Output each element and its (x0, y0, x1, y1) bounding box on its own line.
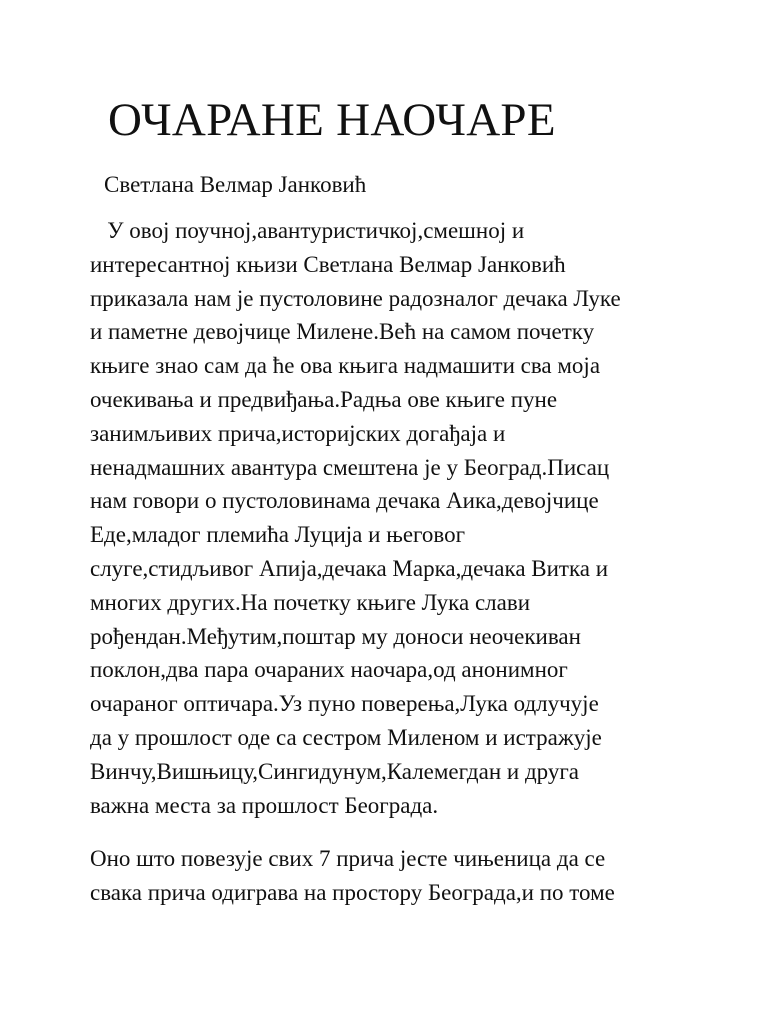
text-line: нам говори о пустоловинама дечака Аика,девојчице (90, 488, 599, 514)
text-line: многих других.На почетку књиге Лука слави (90, 589, 531, 615)
paragraph-2 (90, 842, 615, 910)
text-line: Винчу,Вишњицу,Сингидунум,Калемегдан и друга (90, 758, 579, 784)
text-line: приказала нам је пустоловине радозналог дечака Луке (90, 285, 621, 311)
text-line: ненадмашних авантура смештена је у Београд.Писац (90, 454, 610, 480)
text-line: и паметне девојчице Милене.Већ на самом почетку (90, 319, 595, 345)
text-line: У овој поучној,авантуристичкој,смешној и (90, 218, 525, 243)
text-line: интересантној књизи Светлана Велмар Јанковић (90, 251, 566, 277)
text-line: Оно што повезује свих 7 прича јесте чињеница да се (90, 846, 606, 871)
text-line: важна места за прошлост Београда. (90, 792, 439, 818)
text-line: да у прошлост оде са сестром Миленом и истражује (90, 724, 602, 750)
text-line: поклон,два пара очараних наочара,од анонимног (90, 657, 568, 683)
text-line: свака прича одиграва на простору Београда,и по томе (90, 879, 615, 905)
text-line: очараног оптичара.Уз пуно поверења,Лука одлучује (90, 691, 599, 717)
text-line: књиге знао сам да ће ова књига надмашити сва моја (90, 353, 601, 379)
document-author: Светлана Велмар Јанковић (104, 172, 367, 197)
text-line: рођендан.Међутим,поштар му доноси неочекиван (90, 623, 581, 649)
text-line: слуге,стидљивог Апија,дечака Марка,дечака Витка и (90, 555, 609, 581)
text-line: занимљивих прича,историјских догађаја и (90, 420, 506, 446)
document-title: ОЧАРАНЕ НАОЧАРЕ (108, 94, 556, 146)
paragraph-1 (90, 214, 621, 822)
text-line: очекивања и предвиђања.Радња ове књиге пуне (90, 386, 558, 412)
text-line: Еде,младог племића Луција и његовог (90, 522, 466, 548)
